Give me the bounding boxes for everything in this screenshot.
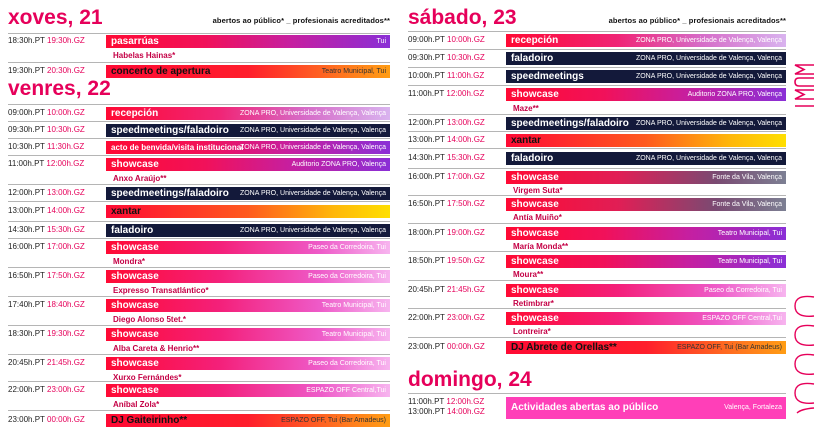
- event-times: 17:40h.PT 18:40h.GZ: [8, 300, 85, 309]
- event-bar: speedmeetings/faladoiro ZONA PRO, Universidade de Valença, Valença: [106, 187, 390, 200]
- event-row: [8, 155, 390, 184]
- event-bar: recepción ZONA PRO, Universidade de Valença, Valença: [106, 107, 390, 120]
- event-times: 16:50h.PT 17:50h.GZ: [8, 271, 85, 280]
- event-row: [8, 121, 390, 138]
- performer-name: Alba Careta & Henrio**: [113, 344, 200, 353]
- day-header-venres: [8, 77, 390, 101]
- performer-name: María Monda**: [513, 242, 569, 251]
- performer-name: Antía Muiño*: [513, 213, 562, 222]
- event-bar: showcase Teatro Municipal, Tui: [506, 255, 786, 268]
- event-times: 16:50h.PT 17:50h.GZ: [408, 199, 485, 208]
- event-row: [408, 251, 786, 280]
- event-times: 13:00h.PT 14:00h.GZ: [408, 135, 485, 144]
- event-row: [8, 138, 390, 155]
- event-row: [408, 148, 786, 168]
- event-bar: speedmeetings ZONA PRO, Universidade de Valença, Valença: [506, 70, 786, 83]
- event-bar: showcase Teatro Municipal, Tui: [106, 328, 390, 341]
- legend-note: abertos ao público* _ profesionais acreditados**: [608, 16, 786, 25]
- event-times: 18:30h.PT 19:30h.GZ: [8, 36, 85, 45]
- event-times: 11:00h.PT 12:00h.GZ: [8, 159, 85, 168]
- event-row: [8, 410, 390, 428]
- event-row: [408, 31, 786, 49]
- event-bar: showcase Paseo da Corredoira, Tui: [106, 241, 390, 254]
- event-row: [8, 221, 390, 238]
- event-bar: showcase ESPAZO OFF Central,Tui: [506, 312, 786, 325]
- event-row: [8, 267, 390, 296]
- day-header-domingo: [408, 368, 786, 392]
- event-bar: Actividades abertas ao público Valença, Fortaleza: [506, 397, 786, 419]
- event-row: [408, 67, 786, 85]
- performer-name: Xurxo Fernándes*: [113, 373, 182, 382]
- event-bar: DJ Gaiteirinho** ESPAZO OFF, Tui (Bar Amadeus): [106, 414, 390, 427]
- event-times: 18:30h.PT 19:30h.GZ: [8, 329, 85, 338]
- event-row: [8, 201, 390, 221]
- event-times: 11:00h.PT 12:00h.GZ 13:00h.PT 14:00h.GZ: [408, 397, 485, 416]
- swirl-graphic: [793, 292, 815, 416]
- event-times: 14:30h.PT 15:30h.GZ: [408, 153, 485, 162]
- event-row: [408, 337, 786, 356]
- performer-name: Diego Alonso 5tet.*: [113, 315, 187, 324]
- event-bar: recepción ZONA PRO, Universidade de Valença, Valença: [506, 34, 786, 47]
- event-bar: DJ Abrete de Orellas** ESPAZO OFF, Tui (Bar Amadeus): [506, 341, 786, 354]
- event-row: [8, 296, 390, 325]
- event-row: [8, 238, 390, 267]
- event-times: 12:00h.PT 13:00h.GZ: [8, 188, 85, 197]
- performer-name: Maze**: [513, 104, 539, 113]
- event-bar: showcase Paseo da Corredoira, Tui: [106, 270, 390, 283]
- event-times: 09:30h.PT 10:30h.GZ: [8, 125, 85, 134]
- event-times: 23:00h.PT 00:00h.GZ: [8, 415, 85, 424]
- legend-note: abertos ao público* _ profesionais acreditados**: [212, 16, 390, 25]
- performer-name: Retimbrar*: [513, 299, 554, 308]
- event-times: 22:00h.PT 23:00h.GZ: [8, 385, 85, 394]
- event-times: 14:30h.PT 15:30h.GZ: [8, 225, 85, 234]
- day-title: xoves, 21: [8, 6, 103, 29]
- event-bar: faladoiro ZONA PRO, Universidade de Valença, Valença: [106, 224, 390, 237]
- event-bar: xantar: [506, 134, 786, 147]
- event-row: [408, 280, 786, 308]
- event-times: 16:00h.PT 17:00h.GZ: [8, 242, 85, 251]
- event-bar: showcase Paseo da Corredoira, Tui: [106, 357, 390, 370]
- event-bar: acto de benvida/visita institucional ZONA PRO, Universidade de Valença, Valença: [106, 141, 390, 154]
- event-bar: faladoiro ZONA PRO, Universidade de Valença, Valença: [506, 52, 786, 65]
- event-row: [408, 168, 786, 195]
- event-times: 18:00h.PT 19:00h.GZ: [408, 228, 485, 237]
- performer-name: Expresso Transatlántico*: [113, 286, 209, 295]
- day-header-xoves: [8, 6, 390, 30]
- day-title: sábado, 23: [408, 6, 517, 29]
- event-bar: showcase Auditorio ZONA PRO, Valença: [506, 88, 786, 101]
- event-row: [408, 49, 786, 67]
- performer-name: Virgem Suta*: [513, 186, 563, 195]
- event-times: 19:30h.PT 20:30h.GZ: [8, 66, 85, 75]
- event-row: [8, 325, 390, 354]
- mumi-logo: [793, 63, 815, 115]
- event-times: 09:30h.PT 10:30h.GZ: [408, 53, 485, 62]
- event-times: 18:50h.PT 19:50h.GZ: [408, 256, 485, 265]
- event-times: 13:00h.PT 14:00h.GZ: [8, 206, 85, 215]
- event-row: [408, 393, 786, 421]
- event-row: [408, 308, 786, 337]
- event-row: [408, 195, 786, 223]
- event-bar: faladoiro ZONA PRO, Universidade de Valença, Valença: [506, 152, 786, 165]
- event-row: [8, 354, 390, 383]
- event-row: [408, 85, 786, 114]
- event-bar: speedmeetings/faladoiro ZONA PRO, Universidade de Valença, Valença: [506, 117, 786, 130]
- event-row: [8, 381, 390, 410]
- event-bar: showcase Auditorio ZONA PRO, Valença: [106, 158, 390, 171]
- performer-name: Anxo Araújo**: [113, 174, 167, 183]
- event-bar: showcase Paseo da Corredoira, Tui: [506, 284, 786, 297]
- event-times: 09:00h.PT 10:00h.GZ: [8, 108, 85, 117]
- event-times: 20:45h.PT 21:45h.GZ: [8, 358, 85, 367]
- event-times: 12:00h.PT 13:00h.GZ: [408, 118, 485, 127]
- event-times: 20:45h.PT 21:45h.GZ: [408, 285, 485, 294]
- event-times: 23:00h.PT 00:00h.GZ: [408, 342, 485, 351]
- event-row: [408, 223, 786, 251]
- event-row: [408, 131, 786, 148]
- performer-name: Habelas Hainas*: [113, 51, 176, 60]
- event-bar: showcase Teatro Municipal, Tui: [506, 227, 786, 240]
- day-title: domingo, 24: [408, 368, 532, 391]
- event-bar: xantar: [106, 205, 390, 218]
- event-bar: concerto de apertura Teatro Municipal, Tui: [106, 65, 390, 78]
- performer-name: Aníbal Zola*: [113, 400, 160, 409]
- day-title: venres, 22: [8, 77, 111, 100]
- event-times: 11:00h.PT 12:00h.GZ: [408, 89, 485, 98]
- performer-name: Lontreira*: [513, 327, 551, 336]
- performer-name: Mondra*: [113, 257, 145, 266]
- event-times: 22:00h.PT 23:00h.GZ: [408, 313, 485, 322]
- event-row: [8, 184, 390, 201]
- event-row: [8, 33, 390, 62]
- event-bar: showcase Fonte da Vila, Valença: [506, 171, 786, 184]
- event-row: [408, 114, 786, 131]
- day-header-sabado: [408, 6, 786, 30]
- event-bar: showcase Teatro Municipal, Tui: [106, 299, 390, 312]
- event-times: 10:00h.PT 11:00h.GZ: [408, 71, 485, 80]
- event-row: [8, 104, 390, 121]
- event-times: 10:30h.PT 11:30h.GZ: [8, 142, 85, 151]
- event-bar: showcase ESPAZO OFF Central,Tui: [106, 384, 390, 397]
- event-bar: pasarrúas Tui: [106, 35, 390, 48]
- event-bar: speedmeetings/faladoiro ZONA PRO, Universidade de Valença, Valença: [106, 124, 390, 137]
- event-times: 16:00h.PT 17:00h.GZ: [408, 172, 485, 181]
- event-times: 09:00h.PT 10:00h.GZ: [408, 35, 485, 44]
- event-bar: showcase Fonte da Vila, Valença: [506, 198, 786, 211]
- performer-name: Moura**: [513, 270, 544, 279]
